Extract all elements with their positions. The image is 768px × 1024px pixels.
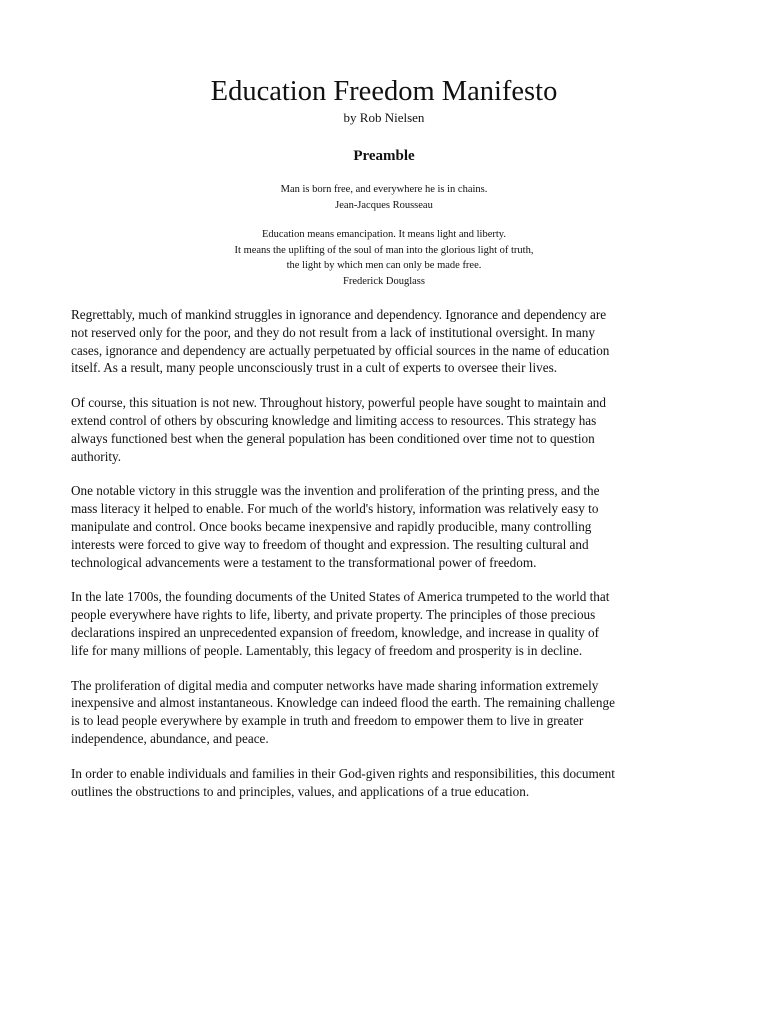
- epigraph-attribution: Frederick Douglass: [343, 275, 425, 287]
- paragraph-line: cases, ignorance and dependency are actually perpetuated by official sources in the name of education: [71, 342, 610, 358]
- epigraph-line: It means the uplifting of the soul of man into the glorious light of truth,: [234, 244, 534, 256]
- paragraph-line: In the late 1700s, the founding documents of the United States of America trumpeted to the world that: [71, 589, 610, 605]
- document-title: Education Freedom Manifesto: [210, 76, 558, 107]
- paragraph-5: [71, 677, 711, 748]
- paragraph-line: itself. As a result, many people unconsciously trust in a cult of experts to oversee their lives.: [71, 360, 557, 376]
- epigraph-douglass: [0, 227, 768, 289]
- paragraph-line: people everywhere have rights to life, liberty, and private property. The principles of those precious: [71, 607, 596, 623]
- epigraph-rousseau: [0, 182, 768, 213]
- paragraph-line: In order to enable individuals and families in their God-given rights and responsibilities, this document: [71, 765, 615, 781]
- paragraph-line: interests were forced to give way to freedom of thought and expression. The resulting cultural and: [71, 536, 589, 552]
- author-byline: by Rob Nielsen: [343, 110, 425, 125]
- paragraph-line: inexpensive and almost instantaneous. Knowledge can indeed flood the earth. The remaining challenge: [71, 695, 615, 711]
- paragraph-line: The proliferation of digital media and computer networks have made sharing information extremely: [71, 677, 599, 693]
- paragraph-line: is to lead people everywhere by example in truth and freedom to empower them to live in greater: [71, 713, 584, 729]
- section-heading-preamble: Preamble: [353, 148, 415, 164]
- paragraph-line: always functioned best when the general population has been conditioned over time not to question: [71, 430, 595, 446]
- paragraph-line: technological advancements were a testament to the transformational power of freedom.: [71, 554, 537, 570]
- epigraph-line: Education means emancipation. It means light and liberty.: [262, 229, 506, 240]
- epigraph-line: Man is born free, and everywhere he is in chains.: [280, 184, 488, 195]
- paragraph-1: [71, 306, 711, 377]
- paragraph-6: [71, 765, 711, 801]
- paragraph-2: [71, 394, 711, 465]
- paragraph-line: outlines the obstructions to and principles, values, and applications of a true education.: [71, 783, 530, 799]
- paragraph-line: mass literacy it helped to enable. For much of the world's history, information was relatively easy to: [71, 501, 599, 517]
- paragraph-line: manipulate and control. Once books became inexpensive and rapidly producible, many controlling: [71, 518, 592, 534]
- paragraph-line: life for many millions of people. Lamentably, this legacy of freedom and prosperity is in decline.: [71, 642, 583, 658]
- paragraph-line: independence, abundance, and peace.: [71, 730, 269, 746]
- paragraph-4: [71, 588, 711, 659]
- paragraph-line: not reserved only for the poor, and they do not result from a lack of institutional oversight. In many: [71, 324, 595, 340]
- body-text: [71, 306, 711, 817]
- paragraph-line: authority.: [71, 448, 122, 464]
- epigraph-line: the light by which men can only be made free.: [286, 260, 482, 271]
- paragraph-line: One notable victory in this struggle was the invention and proliferation of the printing press, and the: [71, 483, 600, 499]
- paragraph-3: [71, 482, 711, 571]
- epigraph-attribution: Jean-Jacques Rousseau: [335, 199, 433, 211]
- paragraph-line: Of course, this situation is not new. Throughout history, powerful people have sought to maintain and: [71, 395, 606, 411]
- paragraph-line: Regrettably, much of mankind struggles in ignorance and dependency. Ignorance and dependency are: [71, 307, 607, 322]
- paragraph-line: declarations inspired an unprecedented expansion of freedom, knowledge, and increase in quality of: [71, 624, 600, 640]
- paragraph-line: extend control of others by obscuring knowledge and limiting access to resources. This strategy has: [71, 412, 597, 428]
